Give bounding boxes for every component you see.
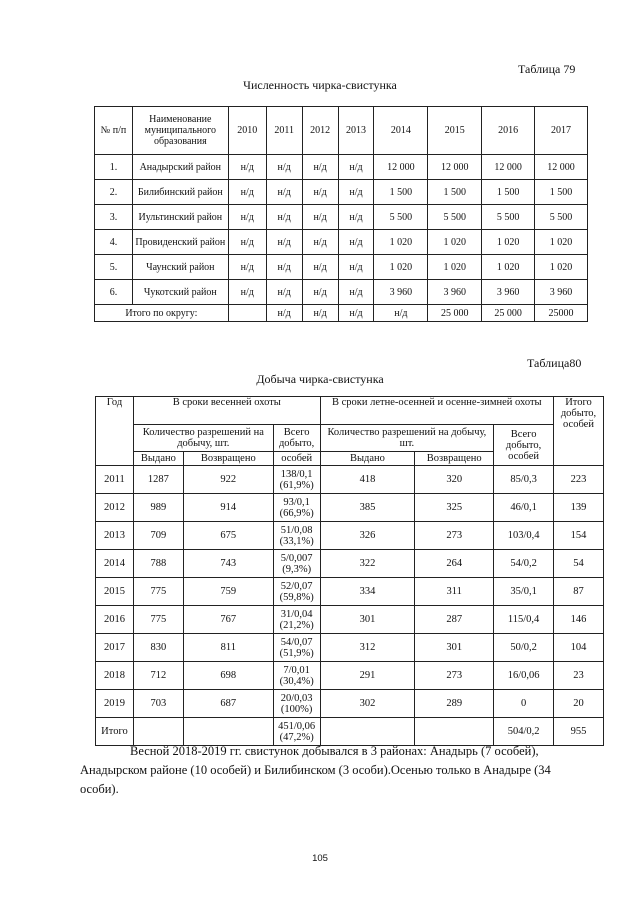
- table79-header-year: 2017: [535, 107, 588, 155]
- cell-a-taken: 16/0,06: [494, 662, 554, 690]
- count-cell: н/д: [338, 155, 374, 180]
- cell-s-returned: 922: [183, 466, 273, 494]
- count-cell: 1 020: [374, 230, 428, 255]
- cell-s-taken: 7/0,01 (30,4%): [273, 662, 320, 690]
- cell-year: 2011: [96, 466, 134, 494]
- cell-year: 2015: [96, 578, 134, 606]
- header-returned: Возвращено: [183, 452, 273, 466]
- header-issued: Выдано: [133, 452, 183, 466]
- cell-a-taken: 85/0,3: [494, 466, 554, 494]
- count-cell: н/д: [266, 155, 302, 180]
- count-cell: 3 960: [374, 280, 428, 305]
- cell-total: 154: [554, 522, 604, 550]
- count-cell: н/д: [338, 205, 374, 230]
- table-row: [95, 230, 588, 255]
- count-cell: н/д: [302, 155, 338, 180]
- table-row: [95, 205, 588, 230]
- row-number: 1.: [95, 155, 133, 180]
- count-cell: н/д: [266, 255, 302, 280]
- cell-a-issued: 291: [320, 662, 415, 690]
- cell-a-taken: 115/0,4: [494, 606, 554, 634]
- header-taken: Всего добыто, особей: [494, 425, 554, 466]
- count-cell: 1 500: [535, 180, 588, 205]
- cell-s-issued: 775: [133, 578, 183, 606]
- cell-s-issued: 709: [133, 522, 183, 550]
- row-number: 2.: [95, 180, 133, 205]
- count-cell: 3 960: [428, 280, 482, 305]
- table79-header-year: 2010: [228, 107, 266, 155]
- cell-year: 2017: [96, 634, 134, 662]
- count-cell: н/д: [228, 180, 266, 205]
- cell-s-issued: 712: [133, 662, 183, 690]
- cell-s-returned: 743: [183, 550, 273, 578]
- municipality-name: Иультинский район: [132, 205, 228, 230]
- cell-s-taken: 51/0,08 (33,1%): [273, 522, 320, 550]
- count-cell: 1 020: [482, 230, 535, 255]
- table-row: [96, 634, 604, 662]
- table79-header-num: № п/п: [95, 107, 133, 155]
- table-row: [95, 155, 588, 180]
- total-cell: н/д: [338, 305, 374, 322]
- count-cell: 1 500: [374, 180, 428, 205]
- cell-a-returned: 287: [415, 606, 494, 634]
- cell-s-taken: 138/0,1 (61,9%): [273, 466, 320, 494]
- count-cell: 1 020: [428, 230, 482, 255]
- cell-a-taken: 0: [494, 690, 554, 718]
- cell-a-issued: 301: [320, 606, 415, 634]
- municipality-name: Чаунский район: [132, 255, 228, 280]
- cell-year: 2019: [96, 690, 134, 718]
- table-79: [94, 106, 588, 322]
- count-cell: 5 500: [482, 205, 535, 230]
- cell-s-taken: 52/0,07 (59,8%): [273, 578, 320, 606]
- count-cell: н/д: [228, 230, 266, 255]
- header-returned: Возвращено: [415, 452, 494, 466]
- cell-a-taken: 35/0,1: [494, 578, 554, 606]
- total-total: 955: [554, 718, 604, 746]
- cell-a-returned: 320: [415, 466, 494, 494]
- table79-header-year: 2015: [428, 107, 482, 155]
- cell-s-issued: 788: [133, 550, 183, 578]
- page-number: 105: [312, 853, 328, 864]
- table80-number: Таблица80: [527, 356, 582, 370]
- header-spring-hunt: В сроки весенней охоты: [133, 397, 320, 425]
- cell-s-taken: 31/0,04 (21,2%): [273, 606, 320, 634]
- header-permits: Количество разрешений на добычу, шт.: [320, 425, 494, 452]
- count-cell: 12 000: [428, 155, 482, 180]
- row-number: 3.: [95, 205, 133, 230]
- cell-year: 2012: [96, 494, 134, 522]
- count-cell: 1 020: [374, 255, 428, 280]
- cell-s-issued: 830: [133, 634, 183, 662]
- table79-header-year: 2011: [266, 107, 302, 155]
- count-cell: 1 020: [535, 255, 588, 280]
- header-permits: Количество разрешений на добычу, шт.: [133, 425, 273, 452]
- cell-a-returned: 311: [415, 578, 494, 606]
- count-cell: 12 000: [374, 155, 428, 180]
- cell-a-taken: 50/0,2: [494, 634, 554, 662]
- header-year: Год: [96, 397, 134, 466]
- cell-s-returned: 675: [183, 522, 273, 550]
- table-row: [96, 550, 604, 578]
- total-cell: н/д: [266, 305, 302, 322]
- total-a-taken: 504/0,2: [494, 718, 554, 746]
- count-cell: н/д: [302, 230, 338, 255]
- table-row: [96, 606, 604, 634]
- cell-year: 2018: [96, 662, 134, 690]
- table-row: [96, 494, 604, 522]
- total-cell: 25 000: [428, 305, 482, 322]
- row-number: 5.: [95, 255, 133, 280]
- cell-a-returned: 325: [415, 494, 494, 522]
- total-cell: н/д: [374, 305, 428, 322]
- count-cell: н/д: [228, 205, 266, 230]
- count-cell: н/д: [302, 280, 338, 305]
- table79-header-row: [95, 107, 588, 155]
- cell-total: 23: [554, 662, 604, 690]
- table79-header-year: 2013: [338, 107, 374, 155]
- count-cell: н/д: [338, 230, 374, 255]
- total-cell: [228, 305, 266, 322]
- cell-a-issued: 312: [320, 634, 415, 662]
- total-cell: 25 000: [482, 305, 535, 322]
- count-cell: н/д: [266, 180, 302, 205]
- table79-number: Таблица 79: [518, 62, 576, 76]
- cell-a-issued: 418: [320, 466, 415, 494]
- cell-a-issued: 334: [320, 578, 415, 606]
- table-row: [95, 180, 588, 205]
- count-cell: 1 500: [482, 180, 535, 205]
- header-issued: Выдано: [320, 452, 415, 466]
- count-cell: 1 020: [535, 230, 588, 255]
- table-row: [96, 662, 604, 690]
- body-paragraph: Весной 2018-2019 гг. свистунок добывался в 3 районах: Анадырь (7 особей), Анадырском районе (10 особей) и Билибинском (3 особи).Осенью только в Анадыре (34 особи).: [80, 744, 551, 796]
- count-cell: н/д: [338, 180, 374, 205]
- count-cell: 5 500: [535, 205, 588, 230]
- cell-a-taken: 46/0,1: [494, 494, 554, 522]
- table79-header-year: 2012: [302, 107, 338, 155]
- cell-total: 87: [554, 578, 604, 606]
- total-cell: 25000: [535, 305, 588, 322]
- count-cell: н/д: [302, 205, 338, 230]
- count-cell: н/д: [338, 280, 374, 305]
- count-cell: 12 000: [482, 155, 535, 180]
- cell-s-taken: 5/0,007 (9,3%): [273, 550, 320, 578]
- cell-s-issued: 775: [133, 606, 183, 634]
- cell-a-issued: 326: [320, 522, 415, 550]
- cell-total: 223: [554, 466, 604, 494]
- count-cell: 5 500: [428, 205, 482, 230]
- table79-header-name: Наименование муниципального образования: [132, 107, 228, 155]
- cell-s-returned: 811: [183, 634, 273, 662]
- count-cell: 1 020: [428, 255, 482, 280]
- table-row: [95, 255, 588, 280]
- cell-a-taken: 54/0,2: [494, 550, 554, 578]
- table79-total-row: [95, 305, 588, 322]
- cell-a-issued: 322: [320, 550, 415, 578]
- table79-title: Численность чирка-свистунка: [243, 78, 397, 92]
- cell-total: 20: [554, 690, 604, 718]
- total-s-taken: 451/0,06 (47,2%): [273, 718, 320, 746]
- count-cell: 3 960: [482, 280, 535, 305]
- cell-a-returned: 289: [415, 690, 494, 718]
- municipality-name: Анадырский район: [132, 155, 228, 180]
- row-number: 6.: [95, 280, 133, 305]
- table79-header-year: 2014: [374, 107, 428, 155]
- cell-total: 54: [554, 550, 604, 578]
- table-row: [95, 280, 588, 305]
- cell-s-returned: 914: [183, 494, 273, 522]
- municipality-name: Билибинский район: [132, 180, 228, 205]
- cell-a-issued: 385: [320, 494, 415, 522]
- cell-s-returned: 698: [183, 662, 273, 690]
- count-cell: 3 960: [535, 280, 588, 305]
- cell-s-returned: 767: [183, 606, 273, 634]
- header-total: Итого добыто, особей: [554, 397, 604, 466]
- cell-total: 104: [554, 634, 604, 662]
- cell-year: 2013: [96, 522, 134, 550]
- header-taken: Всего добыто,: [273, 425, 320, 452]
- cell-total: 146: [554, 606, 604, 634]
- count-cell: н/д: [266, 230, 302, 255]
- cell-s-taken: 20/0,03 (100%): [273, 690, 320, 718]
- municipality-name: Чукотский район: [132, 280, 228, 305]
- table-row: [96, 578, 604, 606]
- count-cell: 5 500: [374, 205, 428, 230]
- total-label: Итого по округу:: [95, 305, 229, 322]
- table-row: [96, 522, 604, 550]
- count-cell: н/д: [228, 155, 266, 180]
- count-cell: н/д: [266, 280, 302, 305]
- table-row: [96, 466, 604, 494]
- count-cell: н/д: [228, 280, 266, 305]
- cell-s-taken: 93/0,1 (66,9%): [273, 494, 320, 522]
- table80-header-row-2: [96, 425, 604, 452]
- cell-a-returned: 273: [415, 662, 494, 690]
- count-cell: н/д: [302, 180, 338, 205]
- count-cell: н/д: [338, 255, 374, 280]
- cell-s-issued: 989: [133, 494, 183, 522]
- cell-a-returned: 273: [415, 522, 494, 550]
- cell-s-issued: 1287: [133, 466, 183, 494]
- count-cell: 1 500: [428, 180, 482, 205]
- cell-s-returned: 687: [183, 690, 273, 718]
- header-taken-cont: особей: [273, 452, 320, 466]
- cell-a-taken: 103/0,4: [494, 522, 554, 550]
- count-cell: н/д: [302, 255, 338, 280]
- cell-year: 2016: [96, 606, 134, 634]
- table-row: [96, 690, 604, 718]
- cell-a-returned: 301: [415, 634, 494, 662]
- table80-header-row-1: [96, 397, 604, 425]
- count-cell: н/д: [228, 255, 266, 280]
- cell-s-issued: 703: [133, 690, 183, 718]
- cell-total: 139: [554, 494, 604, 522]
- cell-s-taken: 54/0,07 (51,9%): [273, 634, 320, 662]
- table80-title: Добыча чирка-свистунка: [256, 372, 384, 386]
- total-cell: н/д: [302, 305, 338, 322]
- count-cell: 12 000: [535, 155, 588, 180]
- count-cell: 1 020: [482, 255, 535, 280]
- table79-header-year: 2016: [482, 107, 535, 155]
- cell-s-returned: 759: [183, 578, 273, 606]
- municipality-name: Провиденский район: [132, 230, 228, 255]
- row-number: 4.: [95, 230, 133, 255]
- header-autumn-hunt: В сроки летне-осенней и осенне-зимней охоты: [320, 397, 553, 425]
- cell-year: 2014: [96, 550, 134, 578]
- table-80: [95, 396, 604, 746]
- total-year: Итого: [96, 718, 134, 746]
- count-cell: н/д: [266, 205, 302, 230]
- cell-a-returned: 264: [415, 550, 494, 578]
- cell-a-issued: 302: [320, 690, 415, 718]
